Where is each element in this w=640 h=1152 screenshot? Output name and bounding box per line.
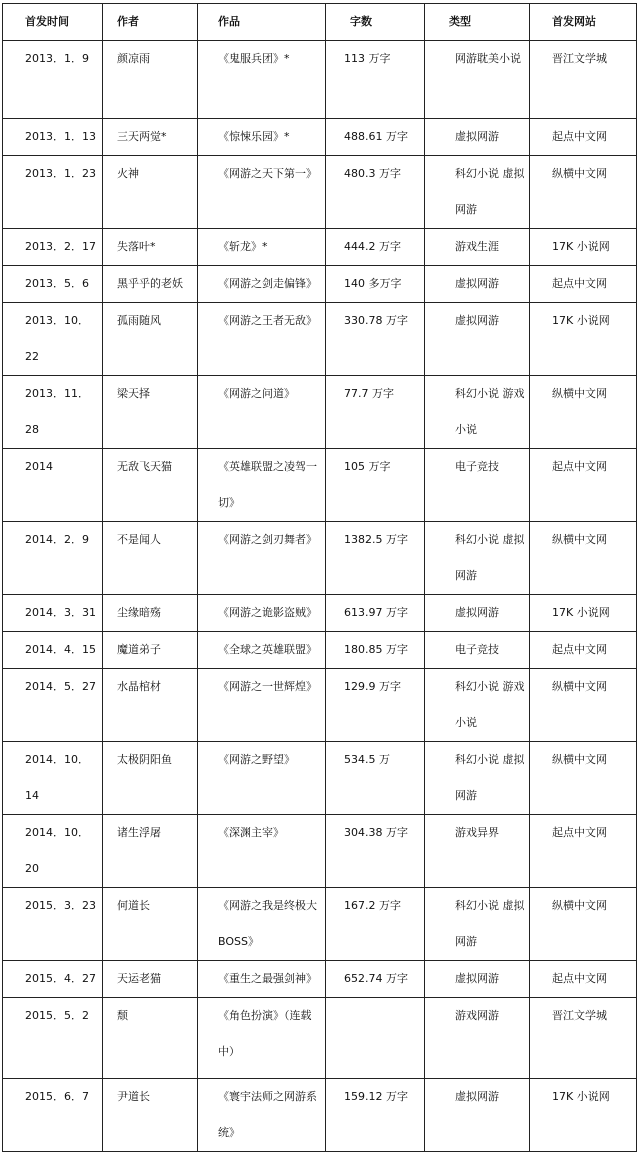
cell-author: 诸生浮屠 <box>103 815 198 888</box>
cell-author: 魔道弟子 <box>103 632 198 669</box>
cell-site: 起点中文网 <box>530 632 637 669</box>
header-work: 作品 <box>198 4 326 41</box>
cell-genre: 虚拟网游 <box>425 303 530 376</box>
cell-time: 2015．4．27 <box>3 961 103 998</box>
cell-genre: 虚拟网游 <box>425 595 530 632</box>
cell-time: 2013．5．6 <box>3 266 103 303</box>
cell-site: 起点中文网 <box>530 961 637 998</box>
cell-genre: 科幻小说 虚拟网游 <box>425 156 530 229</box>
cell-words: 129.9 万字 <box>326 669 425 742</box>
cell-genre: 网游耽美小说 <box>425 41 530 119</box>
cell-time: 2014．10．20 <box>3 815 103 888</box>
cell-time: 2015．3．23 <box>3 888 103 961</box>
header-time: 首发时间 <box>3 4 103 41</box>
cell-words: 167.2 万字 <box>326 888 425 961</box>
table-row <box>3 449 637 522</box>
cell-genre: 电子竞技 <box>425 632 530 669</box>
cell-author: 尹道长 <box>103 1079 198 1152</box>
cell-words: 613.97 万字 <box>326 595 425 632</box>
table-row <box>3 998 637 1079</box>
cell-genre: 虚拟网游 <box>425 266 530 303</box>
table-row <box>3 41 637 119</box>
cell-genre: 科幻小说 游戏小说 <box>425 376 530 449</box>
cell-time: 2014．3．31 <box>3 595 103 632</box>
cell-words: 1382.5 万字 <box>326 522 425 595</box>
cell-site: 纵横中文网 <box>530 888 637 961</box>
cell-author: 黑乎乎的老妖 <box>103 266 198 303</box>
table-row <box>3 669 637 742</box>
table-row <box>3 815 637 888</box>
cell-work: 《网游之诡影盗贼》 <box>198 595 326 632</box>
cell-author: 火神 <box>103 156 198 229</box>
cell-author: 无敌飞天猫 <box>103 449 198 522</box>
cell-work: 《全球之英雄联盟》 <box>198 632 326 669</box>
novel-table <box>2 3 637 1152</box>
header-author: 作者 <box>103 4 198 41</box>
cell-words <box>326 998 425 1079</box>
table-row <box>3 266 637 303</box>
cell-time: 2014．10．14 <box>3 742 103 815</box>
cell-words: 180.85 万字 <box>326 632 425 669</box>
cell-words: 105 万字 <box>326 449 425 522</box>
cell-site: 起点中文网 <box>530 119 637 156</box>
cell-site: 起点中文网 <box>530 449 637 522</box>
cell-author: 梁天择 <box>103 376 198 449</box>
table-row <box>3 156 637 229</box>
cell-author: 天运老猫 <box>103 961 198 998</box>
table-row <box>3 1079 637 1152</box>
cell-author: 孤雨随风 <box>103 303 198 376</box>
header-site: 首发网站 <box>530 4 637 41</box>
cell-words: 534.5 万 <box>326 742 425 815</box>
cell-work: 《寰宇法师之网游系统》 <box>198 1079 326 1152</box>
cell-genre: 科幻小说 游戏小说 <box>425 669 530 742</box>
cell-work: 《网游之剑走偏锋》 <box>198 266 326 303</box>
header-row <box>3 4 637 41</box>
table-row <box>3 632 637 669</box>
table-row <box>3 888 637 961</box>
cell-time: 2015．5．2 <box>3 998 103 1079</box>
cell-work: 《网游之天下第一》 <box>198 156 326 229</box>
cell-time: 2013．1．23 <box>3 156 103 229</box>
cell-site: 晋江文学城 <box>530 41 637 119</box>
cell-time: 2013．10．22 <box>3 303 103 376</box>
cell-work: 《网游之王者无敌》 <box>198 303 326 376</box>
cell-site: 纵横中文网 <box>530 156 637 229</box>
cell-genre: 游戏异界 <box>425 815 530 888</box>
cell-author: 水晶棺材 <box>103 669 198 742</box>
cell-author: 颜凉雨 <box>103 41 198 119</box>
cell-site: 起点中文网 <box>530 815 637 888</box>
cell-genre: 科幻小说 虚拟网游 <box>425 522 530 595</box>
cell-time: 2013．1．9 <box>3 41 103 119</box>
cell-genre: 电子竞技 <box>425 449 530 522</box>
cell-time: 2013．11．28 <box>3 376 103 449</box>
cell-time: 2014．4．15 <box>3 632 103 669</box>
cell-work: 《英雄联盟之凌驾一切》 <box>198 449 326 522</box>
cell-work: 《网游之野望》 <box>198 742 326 815</box>
table-row <box>3 742 637 815</box>
cell-words: 488.61 万字 <box>326 119 425 156</box>
cell-work: 《网游之问道》 <box>198 376 326 449</box>
cell-words: 159.12 万字 <box>326 1079 425 1152</box>
table-row <box>3 522 637 595</box>
cell-author: 尘缘暗殇 <box>103 595 198 632</box>
cell-work: 《深渊主宰》 <box>198 815 326 888</box>
cell-author: 何道长 <box>103 888 198 961</box>
cell-genre: 科幻小说 虚拟网游 <box>425 888 530 961</box>
table-row <box>3 303 637 376</box>
cell-work: 《网游之我是终极大 BOSS》 <box>198 888 326 961</box>
cell-words: 330.78 万字 <box>326 303 425 376</box>
cell-site: 纵横中文网 <box>530 669 637 742</box>
cell-words: 480.3 万字 <box>326 156 425 229</box>
cell-genre: 虚拟网游 <box>425 119 530 156</box>
cell-time: 2014．5．27 <box>3 669 103 742</box>
cell-site: 17K 小说网 <box>530 229 637 266</box>
cell-time: 2014 <box>3 449 103 522</box>
cell-author: 不是闻人 <box>103 522 198 595</box>
cell-genre: 游戏生涯 <box>425 229 530 266</box>
cell-author: 三天两觉* <box>103 119 198 156</box>
cell-site: 纵横中文网 <box>530 522 637 595</box>
cell-site: 17K 小说网 <box>530 303 637 376</box>
header-words: 字数 <box>326 4 425 41</box>
cell-site: 纵横中文网 <box>530 376 637 449</box>
cell-author: 太极阴阳鱼 <box>103 742 198 815</box>
cell-time: 2014．2．9 <box>3 522 103 595</box>
cell-work: 《重生之最强剑神》 <box>198 961 326 998</box>
cell-words: 444.2 万字 <box>326 229 425 266</box>
cell-site: 17K 小说网 <box>530 595 637 632</box>
cell-work: 《网游之一世辉煌》 <box>198 669 326 742</box>
table-row <box>3 595 637 632</box>
cell-time: 2013．2．17 <box>3 229 103 266</box>
cell-time: 2015．6．7 <box>3 1079 103 1152</box>
header-genre: 类型 <box>425 4 530 41</box>
cell-words: 304.38 万字 <box>326 815 425 888</box>
cell-site: 17K 小说网 <box>530 1079 637 1152</box>
cell-work: 《惊悚乐园》* <box>198 119 326 156</box>
cell-time: 2013．1．13 <box>3 119 103 156</box>
table-row <box>3 229 637 266</box>
cell-site: 起点中文网 <box>530 266 637 303</box>
cell-author: 颓 <box>103 998 198 1079</box>
cell-genre: 游戏网游 <box>425 998 530 1079</box>
table-row <box>3 961 637 998</box>
cell-site: 晋江文学城 <box>530 998 637 1079</box>
cell-words: 140 多万字 <box>326 266 425 303</box>
cell-genre: 虚拟网游 <box>425 961 530 998</box>
cell-author: 失落叶* <box>103 229 198 266</box>
cell-words: 113 万字 <box>326 41 425 119</box>
table-row <box>3 119 637 156</box>
cell-work: 《角色扮演》（连载中） <box>198 998 326 1079</box>
cell-work: 《斩龙》* <box>198 229 326 266</box>
cell-work: 《鬼服兵团》* <box>198 41 326 119</box>
table-row <box>3 376 637 449</box>
cell-words: 77.7 万字 <box>326 376 425 449</box>
cell-work: 《网游之剑刃舞者》 <box>198 522 326 595</box>
cell-site: 纵横中文网 <box>530 742 637 815</box>
cell-words: 652.74 万字 <box>326 961 425 998</box>
cell-genre: 科幻小说 虚拟网游 <box>425 742 530 815</box>
cell-genre: 虚拟网游 <box>425 1079 530 1152</box>
